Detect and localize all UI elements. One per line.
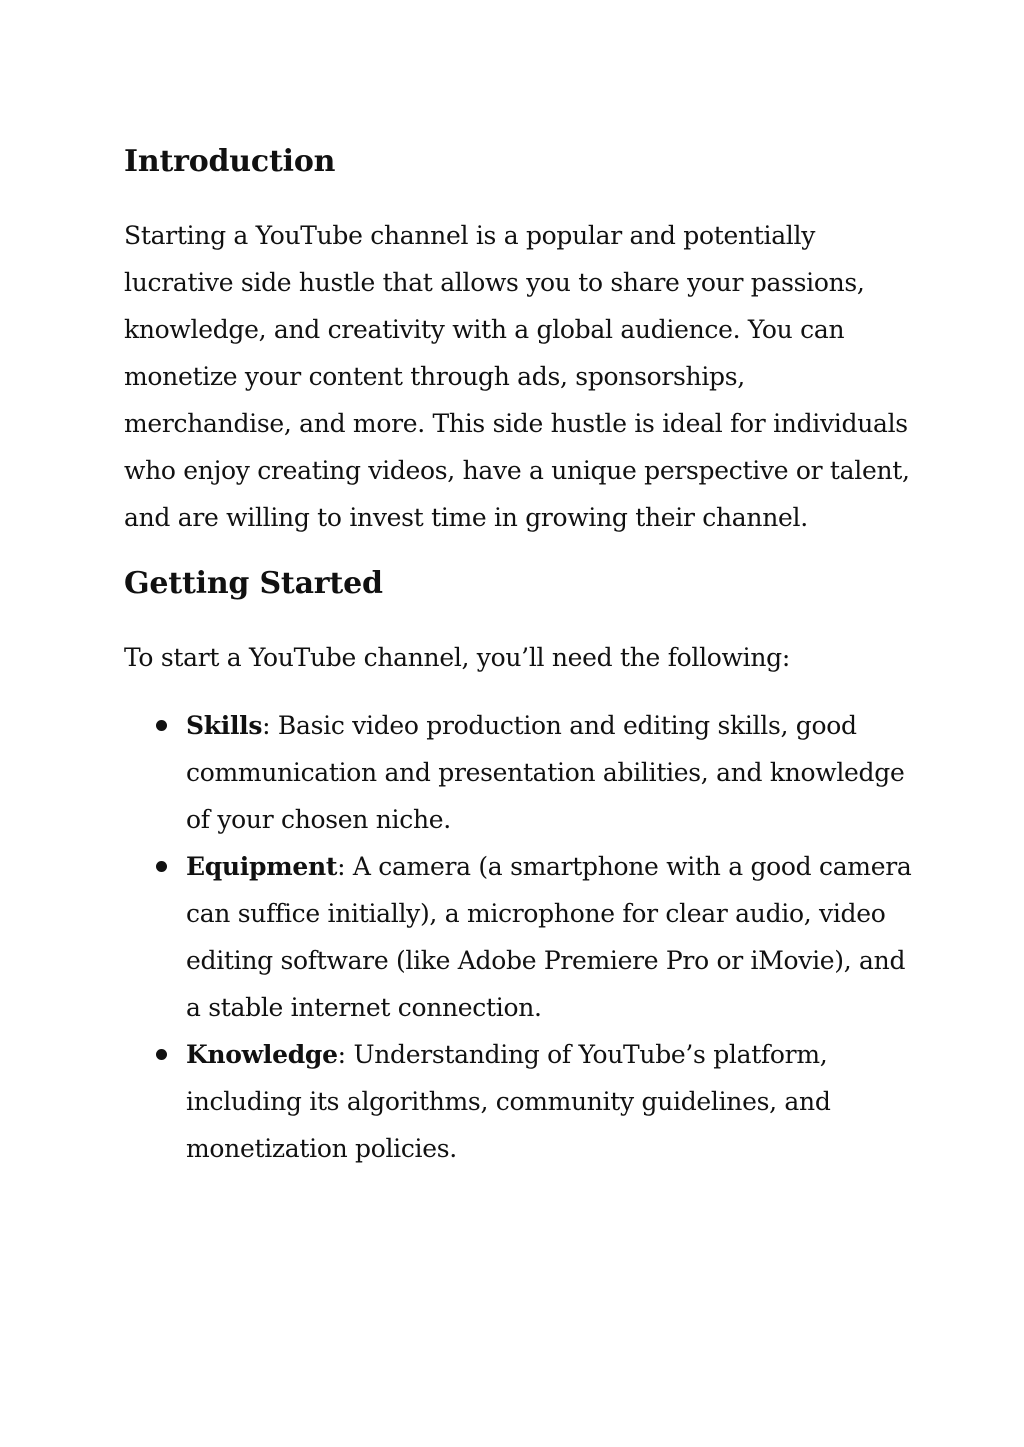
- introduction-paragraph: Starting a YouTube channel is a popular and potentially lucrative side hustle that allows you to share your passions, knowledge, and creativity with a global audience. You can monetize your content through ads, sponsorships, merchandise, and more. This side hustle is ideal for individuals who enjoy creating videos, have a unique perspective or talent, and are willing to invest time in growing their channel.: [124, 221, 910, 532]
- list-item-term: Knowledge: [186, 1040, 338, 1069]
- list-item-skills: [124, 702, 914, 843]
- list-item-text: : Basic video production and editing skills, good communication and presentation abilities, and knowledge of your chosen niche.: [186, 711, 905, 834]
- list-item-term: Skills: [186, 711, 263, 740]
- list-item-text: : Understanding of YouTube’s platform, including its algorithms, community guidelines, and monetization policies.: [186, 1040, 831, 1163]
- list-item-text: : A camera (a smartphone with a good camera can suffice initially), a microphone for clear audio, video editing software (like Adobe Premiere Pro or iMovie), and a stable internet connection.: [186, 852, 912, 1022]
- bullet-icon: [156, 1049, 167, 1060]
- bullet-icon: [156, 861, 167, 872]
- getting-started-lead: To start a YouTube channel, you’ll need the following:: [124, 643, 790, 672]
- requirements-list: [124, 702, 914, 1172]
- bullet-icon: [156, 720, 167, 731]
- list-item-knowledge: [124, 1031, 914, 1172]
- list-item-equipment: [124, 843, 914, 1031]
- list-item-term: Equipment: [186, 852, 338, 881]
- introduction-heading: Introduction: [124, 144, 336, 179]
- getting-started-heading: Getting Started: [124, 566, 383, 601]
